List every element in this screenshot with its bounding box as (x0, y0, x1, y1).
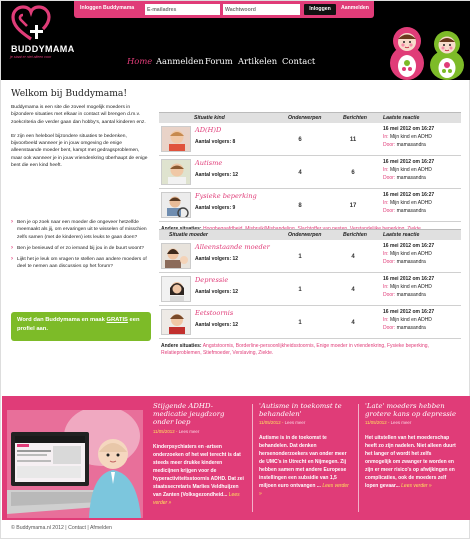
door-label: Door: (383, 208, 396, 214)
in-label: In: (383, 167, 389, 173)
nav-signup[interactable]: Aanmelden (156, 56, 204, 66)
email-field[interactable] (145, 4, 220, 15)
messages-count: 17 (349, 203, 357, 209)
door-label: Door: (383, 142, 396, 148)
password-field[interactable] (223, 4, 300, 15)
last-reply-author (383, 259, 426, 265)
table-header (159, 229, 461, 240)
article-date (259, 420, 352, 425)
last-reply-author (383, 208, 426, 214)
laptop-with-baby-photo (7, 410, 143, 518)
topic-link[interactable]: Mijn kind en ADHD (389, 251, 432, 257)
footer-contact-link[interactable]: Contact (68, 525, 86, 531)
cta-text-b: een profiel aan. (17, 317, 140, 332)
article-read-link[interactable]: Lees meer (284, 420, 306, 426)
col-last-reply: Laatste reactie (383, 115, 420, 121)
topics-count: 1 (298, 254, 302, 260)
read-more-link[interactable]: Lees verder » (259, 483, 349, 498)
messages-count: 11 (349, 137, 357, 143)
followers-count: Aantal volgers: 12 (195, 172, 239, 178)
last-reply-date: 16 mei 2012 om 16:27 (383, 243, 435, 249)
signup-cta-button[interactable] (11, 312, 151, 341)
last-reply-date: 16 mei 2012 om 16:27 (383, 309, 435, 315)
col-last-reply: Laatste reactie (383, 232, 420, 238)
brand-tagline: je staat er niet alleen voor (10, 55, 52, 59)
child-photo-thumbnail (161, 192, 191, 218)
read-more-link[interactable]: Lees verder » (153, 491, 240, 506)
last-reply-topic (383, 134, 432, 140)
in-label: In: (383, 317, 389, 323)
article-date (153, 429, 246, 434)
table-row[interactable] (159, 189, 461, 222)
last-reply-topic (383, 251, 432, 257)
situation-link[interactable]: AD(H)D (195, 126, 222, 134)
news-article[interactable] (153, 402, 246, 507)
table-row[interactable] (159, 156, 461, 189)
last-reply-topic (383, 200, 432, 206)
column-divider (252, 404, 253, 512)
nav-contact[interactable]: Contact (282, 56, 316, 66)
topic-link[interactable]: Mijn kind en ADHD (389, 200, 432, 206)
topics-count: 1 (298, 287, 302, 293)
other-situations-label: Andere situaties: (161, 343, 202, 349)
topics-count: 4 (298, 170, 302, 176)
table-header (159, 112, 461, 123)
situation-link[interactable]: Eetstoornis (195, 309, 234, 317)
last-reply-date: 16 mei 2012 om 16:27 (383, 126, 435, 132)
author-link[interactable]: mamasandra (396, 175, 426, 181)
author-link[interactable]: mamasandra (396, 292, 426, 298)
followers-count: Aantal volgers: 12 (195, 256, 239, 262)
topic-link[interactable]: Mijn kind en ADHD (389, 317, 432, 323)
site-footer (11, 525, 112, 531)
last-reply-topic (383, 317, 432, 323)
topics-count: 8 (298, 203, 302, 209)
article-title[interactable]: Stijgende ADHD-medicatie jeugdzorg onder loep (153, 402, 225, 427)
messages-count: 4 (351, 320, 355, 326)
author-link[interactable]: mamasandra (396, 208, 426, 214)
situation-link[interactable]: Depressie (195, 276, 229, 284)
article-read-link[interactable]: Lees meer (178, 428, 200, 434)
last-reply-author (383, 292, 426, 298)
article-date-text: 11/05/2012 - (153, 428, 179, 434)
messages-count: 6 (351, 170, 355, 176)
brand-name[interactable]: BUDDYMAMA (11, 44, 75, 54)
intro-paragraph-2: Er zijn een heleboel bijzondere situaties te bedenken, bijvoorbeeld wanneer je in jouw omgeving de enige alleenstaande moeder bent, kampt met gedragsproblemen, maar ook wanneer je in jouw vriendenkring überhaupt de enige bent die een kind heeft. (11, 133, 148, 169)
footer-unsubscribe-link[interactable]: Afmelden (89, 525, 112, 531)
col-messages: Berichten (343, 115, 367, 121)
column-divider (358, 404, 359, 512)
last-reply-date: 16 mei 2012 om 16:27 (383, 276, 435, 282)
article-excerpt-text: Het uitstellen van het moederschap heeft zo zijn nadelen. Niet alleen duurt het langer of wordt het zelfs onmogelijk om zwanger te worden en zijn er meer risico's op afwijkingen en complicaties, ook de moeders zelf lopen gevaar... (365, 435, 456, 490)
situation-link[interactable]: Alleenstaande moeder (195, 243, 270, 251)
followers-count: Aantal volgers: 9 (195, 205, 236, 211)
topics-count: 1 (298, 320, 302, 326)
article-title[interactable]: 'Late' moeders hebben grotere kans op depressie (365, 402, 457, 419)
in-label: In: (383, 251, 389, 257)
child-photo-thumbnail (161, 159, 191, 185)
question-item: › Ben je op zoek naar een moeder die ongeveer hetzelfde meemaakt als jij, om ervaringen uit te wisselen of misschien zelfs samen (met de kinderen) iets leuks te gaan doen? (11, 219, 153, 241)
messages-count: 4 (351, 287, 355, 293)
table-row[interactable] (159, 123, 461, 156)
in-label: In: (383, 284, 389, 290)
col-situation: Situatie kind (194, 115, 225, 121)
col-topics: Onderwerpen (288, 115, 322, 121)
followers-count: Aantal volgers: 8 (195, 139, 236, 145)
table-row[interactable] (159, 306, 461, 339)
situation-link[interactable]: Autisme (195, 159, 223, 167)
register-link[interactable]: Aanmelden (341, 5, 369, 11)
nav-articles[interactable]: Artikelen (238, 56, 278, 66)
footer-separator: | (63, 525, 69, 531)
topic-link[interactable]: Mijn kind en ADHD (389, 284, 432, 290)
matryoshka-dolls-illustration (385, 23, 469, 80)
child-situations-table (159, 112, 461, 237)
door-label: Door: (383, 325, 396, 331)
site-header (1, 1, 470, 80)
topic-link[interactable]: Mijn kind en ADHD (389, 134, 432, 140)
in-label: In: (383, 200, 389, 206)
article-excerpt (365, 434, 458, 490)
in-label: In: (383, 134, 389, 140)
last-reply-author (383, 142, 426, 148)
door-label: Door: (383, 259, 396, 265)
intro-text (11, 104, 151, 169)
question-item: › Ben je benieuwd of er zo iemand bij jou in de buurt woont? (11, 245, 153, 252)
messages-count: 4 (351, 254, 355, 260)
nav-forum[interactable]: Forum (205, 56, 233, 66)
other-situations-links[interactable]: Angststoornis, Borderline-persoonlijkheidsstoornis, Enige moeder in vriendenkring, Fysieke beperking, Relatieproblemen, Stiefmoeder, Verslaving, Ziekte. (161, 343, 429, 357)
cta-gratis: GRATIS (106, 317, 128, 323)
article-date-text: 11/05/2012 - (259, 420, 285, 426)
buddymama-heart-logo-icon[interactable] (11, 5, 51, 43)
read-more-link[interactable]: Lees verder » (401, 483, 432, 490)
news-article[interactable] (365, 402, 458, 490)
author-link[interactable]: mamasandra (396, 325, 426, 331)
cta-text-a: Word dan Buddymama en maak (17, 317, 107, 323)
col-situation: Situatie moeder (169, 232, 208, 238)
login-label: Inloggen Buddymama (80, 5, 135, 11)
last-reply-topic (383, 167, 432, 173)
col-messages: Berichten (343, 232, 367, 238)
col-topics: Onderwerpen (288, 232, 322, 238)
question-list (11, 219, 153, 275)
topics-count: 6 (298, 137, 302, 143)
copyright: © Buddymama.nl 2012 (11, 525, 64, 531)
situation-link[interactable]: Fysieke beperking (195, 192, 257, 200)
last-reply-topic (383, 284, 432, 290)
followers-count: Aantal volgers: 12 (195, 322, 239, 328)
door-label: Door: (383, 292, 396, 298)
article-excerpt (259, 434, 352, 498)
topic-link[interactable]: Mijn kind en ADHD (389, 167, 432, 173)
article-excerpt-text: Autisme is in de toekomst te behandelen. Dat denken hersenonderzoekers van onder meer de UMC's in Utrecht en Nijmegen. Zij hebben samen met andere Europese instellingen een subsidie van 1,5 miljoen euro ontvangen ... (259, 435, 347, 490)
mother-photo-thumbnail (161, 309, 191, 335)
mother-situations-table (159, 229, 461, 362)
last-reply-date: 16 mei 2012 om 16:27 (383, 159, 435, 165)
login-bar (74, 1, 374, 18)
followers-count: Aantal volgers: 12 (195, 289, 239, 295)
mother-photo-thumbnail (161, 276, 191, 302)
article-date (365, 420, 458, 425)
question-item: › Lijkt het je leuk om vragen te stellen aan andere moeders of deel te nemen aan discussies op het forum? (11, 256, 153, 271)
article-date-text: 11/05/2012 - (365, 420, 391, 426)
intro-paragraph-1: Buddymama is een site die zoveel mogelijk moeders in bijzondere situaties met elkaar in contact wil brengen d.m.v. zoekcriteria die verder gaan dan hobby's, aantal kinderen enz. (11, 105, 146, 125)
news-panel (2, 396, 470, 520)
other-situations (159, 339, 461, 362)
article-excerpt (153, 443, 246, 507)
mother-photo-thumbnail (161, 243, 191, 269)
last-reply-date: 16 mei 2012 om 16:27 (383, 192, 435, 198)
nav-home[interactable]: Home (127, 56, 153, 66)
door-label: Door: (383, 175, 396, 181)
author-link[interactable]: mamasandra (396, 142, 426, 148)
login-button[interactable]: Inloggen (304, 4, 336, 15)
last-reply-author (383, 325, 426, 331)
article-excerpt-text: Kinderpsychiaters en -artsen onderzoeken of het wel terecht is dat steeds meer drukke kinderen medicijnen krijgen voor de hyperactiviteitsstoornis ADHD. Dat zei staatssecretaris Marlies Veldhuijzen van Zanten (Volksgezondheid... (153, 443, 244, 498)
table-row[interactable] (159, 240, 461, 273)
footer-separator: | (85, 525, 90, 531)
news-article[interactable] (259, 402, 352, 498)
article-read-link[interactable]: Lees meer (390, 420, 412, 426)
article-title[interactable]: 'Autisme in toekomst te behandelen' (259, 402, 342, 419)
welcome-title: Welkom bij Buddymama! (11, 88, 128, 99)
last-reply-author (383, 175, 426, 181)
author-link[interactable]: mamasandra (396, 259, 426, 265)
child-photo-thumbnail (161, 126, 191, 152)
table-row[interactable] (159, 273, 461, 306)
